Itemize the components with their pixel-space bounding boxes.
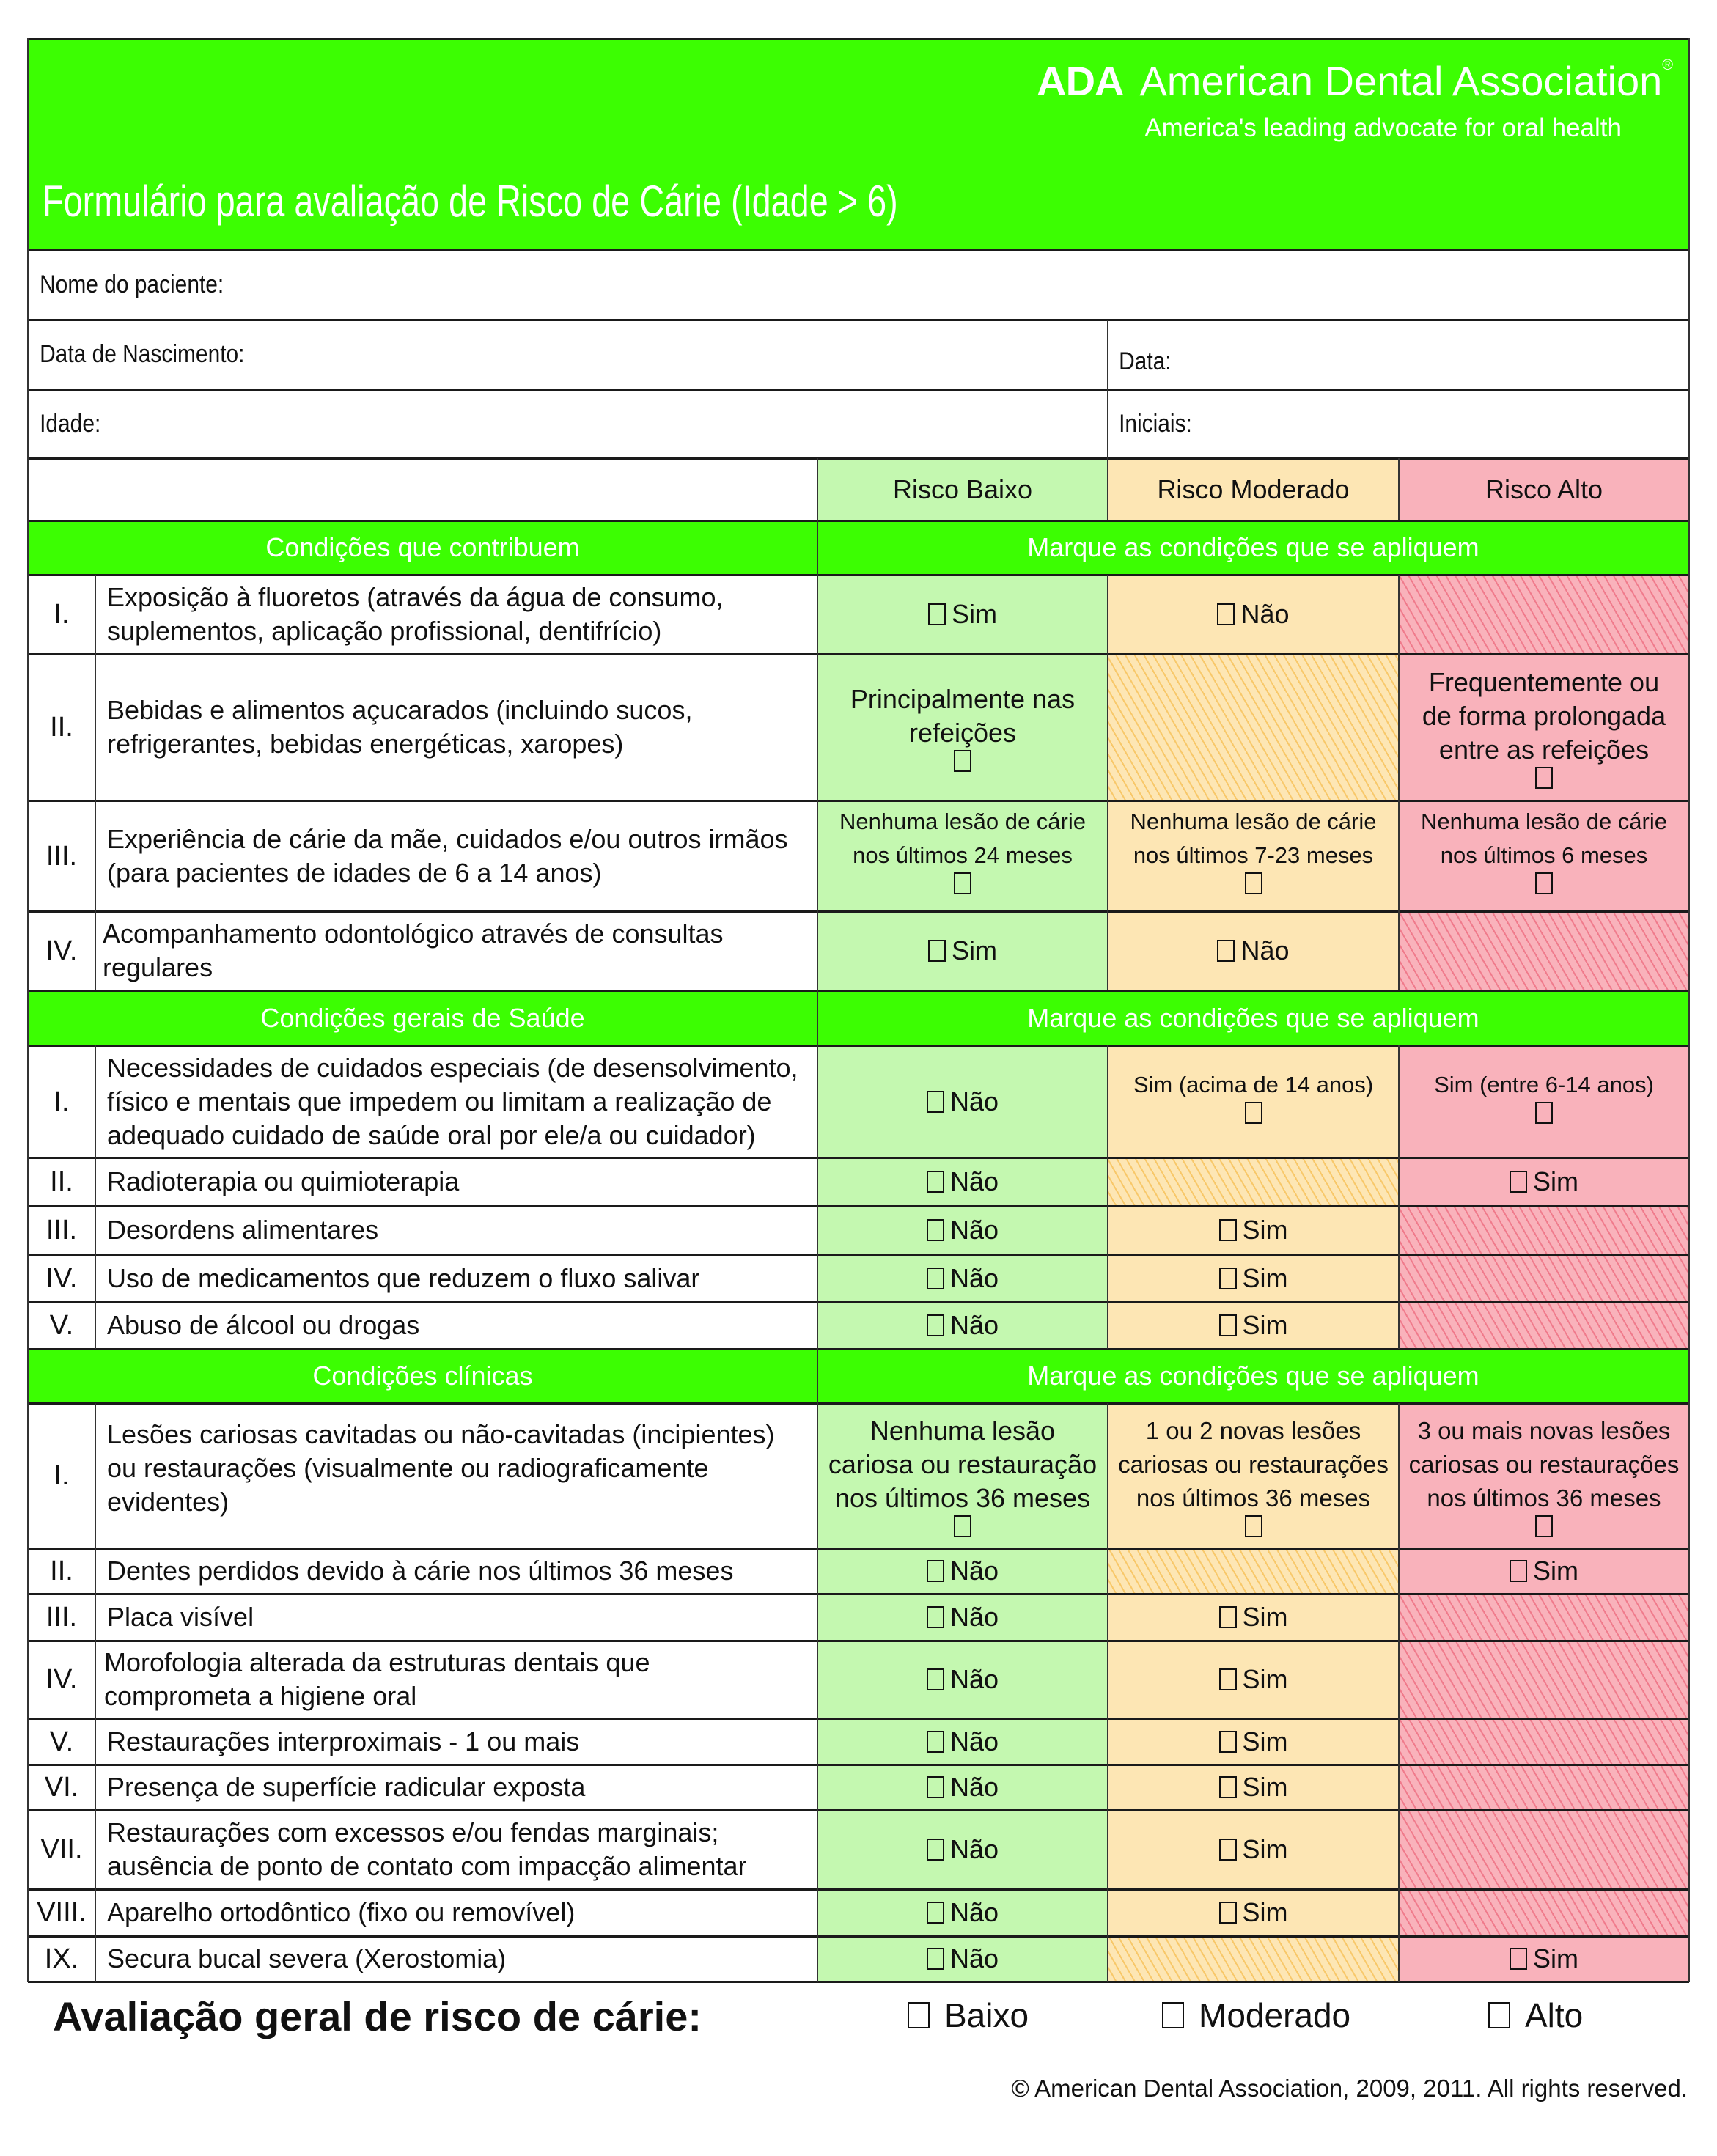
grid-line xyxy=(1107,1045,1108,1349)
checkbox[interactable] xyxy=(1219,1268,1237,1289)
checkbox[interactable] xyxy=(954,750,971,772)
grid-line xyxy=(28,38,1689,40)
option-label: Não xyxy=(1240,935,1290,965)
section-mark-label xyxy=(817,520,1689,575)
section-title: Condições clínicas xyxy=(312,1361,533,1391)
age-field[interactable] xyxy=(29,389,978,458)
checkbox[interactable] xyxy=(1245,872,1262,894)
ada-logo xyxy=(1037,57,1673,105)
checkbox[interactable] xyxy=(1219,1606,1237,1628)
row-number: I. xyxy=(54,599,70,630)
ada-tagline: America's leading advocate for oral health xyxy=(1144,114,1622,142)
checkbox[interactable] xyxy=(1217,603,1235,625)
low-risk-option[interactable] xyxy=(817,1641,1108,1718)
option-label: Não xyxy=(949,1215,999,1245)
low-risk-option[interactable] xyxy=(817,1548,1108,1594)
ada-name: American Dental Association xyxy=(1139,58,1663,104)
checkbox[interactable] xyxy=(1245,1102,1262,1124)
row-number: IV. xyxy=(45,1664,78,1695)
grid-line xyxy=(28,990,1689,992)
row-number: III. xyxy=(45,1215,78,1246)
option-label: Sim xyxy=(1242,1215,1288,1245)
grid-line xyxy=(28,389,1689,391)
high-risk-option[interactable] xyxy=(1399,1403,1689,1548)
grid-line xyxy=(1107,320,1108,458)
patient-name-label: Nome do paciente: xyxy=(40,270,224,298)
grid-line xyxy=(28,1640,1689,1642)
option-label: Sim xyxy=(1533,1556,1578,1586)
grid-line xyxy=(28,249,1689,251)
registered-mark: ® xyxy=(1662,57,1673,73)
checkbox[interactable] xyxy=(1510,1948,1527,1970)
checkbox[interactable] xyxy=(1488,2002,1510,2028)
moderate-risk-na xyxy=(1108,1936,1399,1982)
low-risk-option[interactable] xyxy=(817,1810,1108,1889)
row-number: II. xyxy=(50,1556,73,1586)
low-risk-option[interactable] xyxy=(817,1936,1108,1982)
condition-text: Radioterapia ou quimioterapia xyxy=(107,1166,460,1196)
low-risk-option[interactable] xyxy=(817,1206,1108,1254)
condition-text: Restaurações interproximais - 1 ou mais xyxy=(107,1726,580,1756)
moderate-risk-option[interactable] xyxy=(1108,1206,1399,1254)
grid-line xyxy=(28,1205,1689,1207)
grid-line xyxy=(28,800,1689,802)
low-risk-option[interactable] xyxy=(817,1594,1108,1641)
checkbox[interactable] xyxy=(1219,1839,1237,1861)
option-label: Sim xyxy=(1242,1262,1288,1293)
checkbox[interactable] xyxy=(1535,872,1553,894)
condition-text: Dentes perdidos devido à cárie nos últimos 36 meses xyxy=(107,1556,734,1586)
low-risk-option[interactable] xyxy=(817,1045,1108,1158)
grid-line xyxy=(27,38,29,1982)
option-label: Não xyxy=(949,1664,999,1694)
option-label: Baixo xyxy=(944,1996,1029,2034)
grid-line xyxy=(28,1301,1689,1303)
row-number: VI. xyxy=(44,1772,79,1803)
grid-line xyxy=(28,1045,1689,1047)
grid-line xyxy=(28,1402,1689,1405)
moderate-risk-option[interactable] xyxy=(1108,1594,1399,1641)
option-label: Sim (entre 6-14 anos) xyxy=(1434,1071,1654,1097)
grid-line xyxy=(1688,38,1690,1982)
option-label: Não xyxy=(949,1834,999,1864)
checkbox[interactable] xyxy=(1510,1171,1527,1193)
risk-low-label: Risco Baixo xyxy=(892,474,1033,504)
option-label: Não xyxy=(949,1726,999,1756)
checkbox[interactable] xyxy=(1535,1102,1553,1124)
checkbox[interactable] xyxy=(927,1171,944,1193)
grid-line xyxy=(28,1348,1689,1350)
low-risk-option[interactable] xyxy=(817,1158,1108,1206)
section-mark-label xyxy=(817,990,1689,1045)
grid-line xyxy=(1398,458,1400,520)
checkbox[interactable] xyxy=(927,1091,944,1113)
high-risk-na xyxy=(1399,1254,1689,1302)
row-number: II. xyxy=(50,712,73,743)
risk-high-label: Risco Alto xyxy=(1485,474,1603,504)
checkbox[interactable] xyxy=(927,1731,944,1753)
moderate-risk-option[interactable] xyxy=(1108,575,1399,654)
low-risk-option[interactable] xyxy=(817,654,1108,801)
option-label: Sim xyxy=(1242,1664,1288,1694)
option-label: Não xyxy=(949,1262,999,1293)
grid-line xyxy=(28,1157,1689,1159)
row-number: I. xyxy=(54,1086,70,1117)
moderate-risk-option[interactable] xyxy=(1108,1718,1399,1765)
option-label: Não xyxy=(949,1086,999,1116)
option-label: Sim xyxy=(952,935,997,965)
low-risk-option[interactable] xyxy=(817,801,1108,911)
option-label: Não xyxy=(1240,599,1290,629)
condition-text: Necessidades de cuidados especiais (de desensolvimento, físico e mentais que impedem ou limitam a realização de adequado cuidado de saúde oral por ele/a ou cuidador) xyxy=(107,1052,798,1150)
copyright-notice: © American Dental Association, 2009, 2011. All rights reserved. xyxy=(1011,2075,1688,2102)
condition-text: Restaurações com excessos e/ou fendas marginais; ausência de ponto de contato com impacção alimentar xyxy=(107,1817,747,1881)
checkbox[interactable] xyxy=(1219,1776,1237,1798)
checkbox[interactable] xyxy=(927,1268,944,1289)
checkbox[interactable] xyxy=(927,1668,944,1690)
row-number: V. xyxy=(49,1310,74,1341)
moderate-risk-option[interactable] xyxy=(1108,801,1399,911)
grid-line xyxy=(1398,575,1400,990)
row-number: V. xyxy=(49,1726,74,1757)
condition-text: Aparelho ortodôntico (fixo ou removível) xyxy=(107,1897,576,1927)
checkbox[interactable] xyxy=(927,1839,944,1861)
overall-option-high[interactable] xyxy=(1488,1995,1583,2035)
section-title: Condições que contribuem xyxy=(265,532,580,562)
grid-line xyxy=(28,910,1689,913)
option-label: Sim (acima de 14 anos) xyxy=(1133,1071,1374,1097)
condition-text: Experiência de cárie da mãe, cuidados e/ou outros irmãos (para pacientes de idades de 6 a 14 anos) xyxy=(107,823,788,888)
checkbox[interactable] xyxy=(1510,1560,1527,1582)
form-title: Formulário para avaliação de Risco de Cárie (Idade > 6) xyxy=(43,177,898,226)
moderate-risk-na xyxy=(1108,1548,1399,1594)
condition-text: Placa visível xyxy=(107,1602,254,1632)
checkbox[interactable] xyxy=(927,1219,944,1241)
moderate-risk-option[interactable] xyxy=(1108,1045,1399,1158)
grid-line xyxy=(28,1254,1689,1256)
option-label: Sim xyxy=(1242,1726,1288,1756)
condition-text: Morofologia alterada da estruturas dentais que comprometa a higiene oral xyxy=(104,1647,650,1711)
low-risk-option[interactable] xyxy=(817,575,1108,654)
grid-line xyxy=(28,1935,1689,1938)
moderate-risk-option[interactable] xyxy=(1108,911,1399,990)
row-number: IV. xyxy=(45,935,78,966)
row-number: VII. xyxy=(40,1834,83,1865)
grid-line xyxy=(28,457,1689,460)
option-label: Nenhuma lesão cariosa ou restauração nos últimos 36 meses xyxy=(828,1416,1098,1513)
condition-text: Acompanhamento odontológico através de consultas regulares xyxy=(103,919,724,982)
risk-high-header xyxy=(1399,458,1689,520)
high-risk-na xyxy=(1399,1302,1689,1349)
high-risk-na xyxy=(1399,1889,1689,1936)
checkbox[interactable] xyxy=(927,1776,944,1798)
date-label: Data: xyxy=(1119,347,1172,375)
condition-text: Desordens alimentares xyxy=(107,1215,379,1245)
low-risk-option[interactable] xyxy=(817,1718,1108,1765)
condition-text: Exposição à fluoretos (através da água de consumo, suplementos, aplicação profissional, dentifrício) xyxy=(107,582,724,646)
option-label: Nenhuma lesão de cárie nos últimos 7-23 meses xyxy=(1130,809,1377,868)
grid-line xyxy=(28,319,1689,321)
checkbox[interactable] xyxy=(927,1902,944,1924)
grid-line xyxy=(817,520,818,1982)
mark-label: Marque as condições que se apliquem xyxy=(1027,1361,1479,1391)
overall-option-low[interactable] xyxy=(908,1995,1029,2035)
condition-text: Presença de superfície radicular exposta xyxy=(107,1772,586,1802)
date-field[interactable] xyxy=(1108,327,1618,397)
option-label: Alto xyxy=(1525,1996,1584,2034)
high-risk-option[interactable] xyxy=(1399,1936,1689,1982)
initials-label: Iniciais: xyxy=(1119,409,1192,438)
grid-line xyxy=(1107,1403,1108,1982)
section-header-clinical xyxy=(28,1349,817,1403)
checkbox[interactable] xyxy=(927,1314,944,1336)
risk-moderate-header xyxy=(1108,458,1399,520)
grid-line xyxy=(28,1981,1689,1983)
option-label: Nenhuma lesão de cárie nos últimos 6 meses xyxy=(1420,809,1668,868)
birth-date-label: Data de Nascimento: xyxy=(40,340,245,368)
option-label: Não xyxy=(949,1602,999,1632)
grid-line xyxy=(28,520,1689,522)
option-label: Principalmente nas refeições xyxy=(850,684,1076,748)
condition-text: Abuso de álcool ou drogas xyxy=(107,1310,420,1340)
age-label: Idade: xyxy=(40,409,101,438)
checkbox[interactable] xyxy=(1535,1515,1553,1537)
option-label: Sim xyxy=(1242,1772,1288,1802)
option-label: Frequentemente ou de forma prolongada entre as refeições xyxy=(1422,667,1666,765)
option-label: Nenhuma lesão de cárie nos últimos 24 meses xyxy=(839,809,1087,868)
checkbox[interactable] xyxy=(1219,1314,1237,1336)
option-label: Não xyxy=(949,1556,999,1586)
row-number: VIII. xyxy=(37,1897,87,1928)
option-label: Sim xyxy=(1242,1834,1288,1864)
risk-low-header xyxy=(817,458,1108,520)
grid-line xyxy=(28,1548,1689,1550)
low-risk-option[interactable] xyxy=(817,1302,1108,1349)
section-header-general-health xyxy=(28,990,817,1045)
row-number: IV. xyxy=(45,1262,78,1294)
option-label: Sim xyxy=(1533,1943,1578,1973)
option-label: 1 ou 2 novas lesões cariosas ou restaurações nos últimos 36 meses xyxy=(1118,1417,1389,1512)
condition-text: Uso de medicamentos que reduzem o fluxo salivar xyxy=(107,1262,700,1293)
checkbox[interactable] xyxy=(928,940,946,962)
high-risk-na xyxy=(1399,1810,1689,1889)
grid-line xyxy=(95,1045,96,1349)
condition-text: Bebidas e alimentos açucarados (incluindo sucos, refrigerantes, bebidas energéticas, xaropes) xyxy=(107,695,693,759)
option-label: Não xyxy=(949,1166,999,1196)
checkbox[interactable] xyxy=(1219,1668,1237,1690)
mark-label: Marque as condições que se apliquem xyxy=(1027,1002,1479,1033)
grid-line xyxy=(1398,1403,1400,1982)
moderate-risk-option[interactable] xyxy=(1108,1254,1399,1302)
low-risk-option[interactable] xyxy=(817,1254,1108,1302)
overall-assessment-label: Avaliação geral de risco de cárie: xyxy=(53,1993,702,2039)
moderate-risk-option[interactable] xyxy=(1108,1810,1399,1889)
checkbox[interactable] xyxy=(1162,2002,1184,2028)
moderate-risk-na xyxy=(1108,1158,1399,1206)
checkbox[interactable] xyxy=(1219,1731,1237,1753)
moderate-risk-option[interactable] xyxy=(1108,1889,1399,1936)
low-risk-option[interactable] xyxy=(817,1403,1108,1548)
grid-line xyxy=(28,1718,1689,1720)
option-label: Não xyxy=(949,1943,999,1973)
option-label: Moderado xyxy=(1199,1996,1351,2034)
high-risk-na xyxy=(1399,1594,1689,1641)
grid-line xyxy=(1107,458,1108,520)
high-risk-option[interactable] xyxy=(1399,654,1689,801)
high-risk-option[interactable] xyxy=(1399,1158,1689,1206)
mark-label: Marque as condições que se apliquem xyxy=(1027,532,1479,562)
overall-option-moderate[interactable] xyxy=(1162,1995,1350,2035)
row-number: II. xyxy=(50,1166,73,1197)
grid-line xyxy=(28,1809,1689,1811)
option-label: Não xyxy=(949,1897,999,1927)
low-risk-option[interactable] xyxy=(817,1765,1108,1810)
low-risk-option[interactable] xyxy=(817,1889,1108,1936)
row-number: IX. xyxy=(44,1943,79,1974)
option-label: Sim xyxy=(952,599,997,629)
high-risk-option[interactable] xyxy=(1399,801,1689,911)
option-label: Sim xyxy=(1533,1166,1578,1196)
grid-line xyxy=(28,1764,1689,1766)
section-header-contributing xyxy=(28,520,817,575)
condition-text: Secura bucal severa (Xerostomia) xyxy=(107,1943,507,1973)
checkbox[interactable] xyxy=(927,1948,944,1970)
moderate-risk-na xyxy=(1108,654,1399,801)
ada-abbr: ADA xyxy=(1037,58,1124,104)
option-label: 3 ou mais novas lesões cariosas ou restaurações nos últimos 36 meses xyxy=(1408,1417,1680,1512)
row-number: I. xyxy=(54,1460,70,1491)
grid-line xyxy=(28,1593,1689,1595)
grid-line xyxy=(28,1888,1689,1891)
grid-line xyxy=(817,458,818,520)
section-title: Condições gerais de Saúde xyxy=(260,1002,585,1033)
high-risk-na xyxy=(1399,575,1689,654)
moderate-risk-option[interactable] xyxy=(1108,1765,1399,1810)
high-risk-na xyxy=(1399,1765,1689,1810)
checkbox[interactable] xyxy=(1535,767,1553,789)
low-risk-option[interactable] xyxy=(817,911,1108,990)
grid-line xyxy=(1398,1045,1400,1349)
section-mark-label xyxy=(817,1349,1689,1403)
checkbox[interactable] xyxy=(927,1560,944,1582)
high-risk-na xyxy=(1399,1641,1689,1718)
row-number: III. xyxy=(45,840,78,872)
option-label: Sim xyxy=(1242,1897,1288,1927)
moderate-risk-option[interactable] xyxy=(1108,1641,1399,1718)
grid-line xyxy=(95,575,96,990)
option-label: Não xyxy=(949,1772,999,1802)
checkbox[interactable] xyxy=(1219,1902,1237,1924)
birth-date-field[interactable] xyxy=(29,320,978,389)
initials-field[interactable] xyxy=(1108,389,1618,458)
checkbox[interactable] xyxy=(1245,1515,1262,1537)
moderate-risk-option[interactable] xyxy=(1108,1302,1399,1349)
condition-text: Lesões cariosas cavitadas ou não-cavitadas (incipientes) ou restaurações (visualmente ou radiograficamente evidentes) xyxy=(107,1419,775,1517)
high-risk-na xyxy=(1399,1206,1689,1254)
checkbox[interactable] xyxy=(954,872,971,894)
grid-line xyxy=(28,653,1689,655)
row-number: III. xyxy=(45,1602,78,1633)
high-risk-option[interactable] xyxy=(1399,1548,1689,1594)
checkbox[interactable] xyxy=(928,603,946,625)
option-label: Não xyxy=(949,1310,999,1340)
high-risk-option[interactable] xyxy=(1399,1045,1689,1158)
moderate-risk-option[interactable] xyxy=(1108,1403,1399,1548)
grid-line xyxy=(28,574,1689,576)
high-risk-na xyxy=(1399,1718,1689,1765)
checkbox[interactable] xyxy=(927,1606,944,1628)
option-label: Sim xyxy=(1242,1310,1288,1340)
checkbox[interactable] xyxy=(908,2002,930,2028)
grid-line xyxy=(1107,575,1108,990)
checkbox[interactable] xyxy=(1219,1219,1237,1241)
risk-moderate-label: Risco Moderado xyxy=(1157,474,1350,504)
option-label: Sim xyxy=(1242,1602,1288,1632)
grid-line xyxy=(95,1403,96,1982)
checkbox[interactable] xyxy=(1217,940,1235,962)
high-risk-na xyxy=(1399,911,1689,990)
checkbox[interactable] xyxy=(954,1515,971,1537)
patient-name-field[interactable] xyxy=(29,249,1489,320)
